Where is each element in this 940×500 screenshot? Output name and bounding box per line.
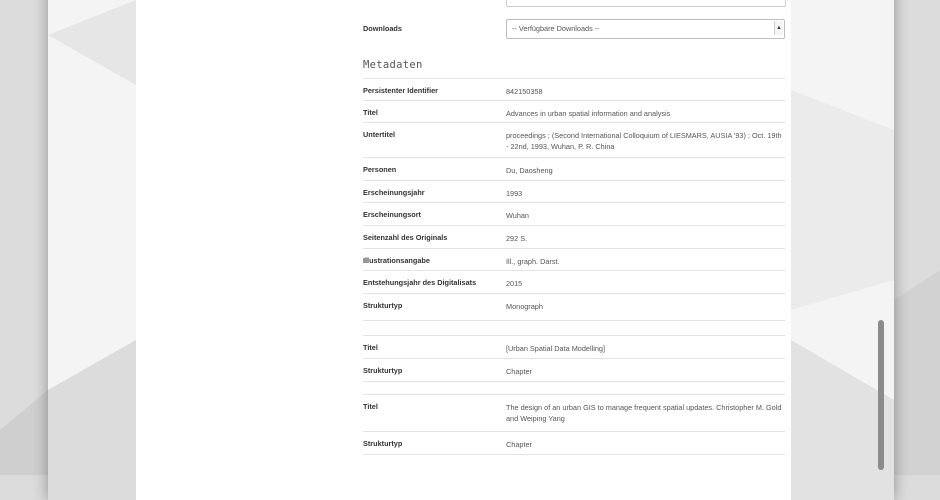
row-label: Untertitel: [363, 130, 396, 139]
row-label: Erscheinungsort: [363, 210, 421, 219]
row-label: Seitenzahl des Originals: [363, 233, 448, 242]
row-value: Wuhan: [506, 211, 529, 220]
metadata-row: [363, 100, 785, 122]
metadata-row: [363, 157, 785, 180]
metadata-row: [363, 293, 785, 316]
row-label: Titel: [363, 402, 378, 411]
downloads-row: [363, 19, 785, 39]
row-value: Ill., graph. Darst.: [506, 257, 560, 266]
row-label: Persistenter Identifier: [363, 86, 439, 95]
row-divider: [363, 454, 785, 456]
chapter-type-row: [363, 358, 785, 381]
chevron-down-icon[interactable]: ▲: [774, 21, 783, 35]
row-value: 1993: [506, 189, 523, 198]
row-value: 292 S.: [506, 234, 528, 243]
metadata-row: [363, 248, 785, 270]
row-label: Erscheinungsjahr: [363, 188, 425, 197]
chapter-title-row: [363, 394, 785, 431]
row-label: Entstehungsjahr des Digitalisats: [363, 278, 477, 287]
vertical-scrollbar[interactable]: [878, 320, 884, 470]
section-divider: [363, 381, 785, 394]
metadata-row: [363, 78, 785, 100]
row-value: Monograph: [506, 302, 543, 311]
chapter-title-row: [363, 335, 785, 358]
metadata-row: [363, 180, 785, 202]
row-label: Illustrationsangabe: [363, 256, 430, 265]
row-label: Strukturtyp: [363, 439, 403, 448]
row-value: 2015: [506, 279, 523, 288]
row-label: Titel: [363, 343, 378, 352]
metadata-row: [363, 270, 785, 293]
downloads-select[interactable]: [506, 19, 785, 39]
row-value: Advances in urban spatial information and analysis: [506, 109, 671, 118]
metadata-row: [363, 225, 785, 248]
downloads-select-value: -- Verfügbare Downloads --: [512, 24, 600, 33]
row-value: proceedings ; (Second International Colloquium of LIESMARS, AUSIA '93) ; Oct. 19th - 22nd, 1993, Wuhan, P. R. China: [506, 131, 782, 151]
row-value: Chapter: [506, 367, 532, 376]
metadata-row: [363, 122, 785, 157]
row-value: [Urban Spatial Data Modelling]: [506, 344, 605, 353]
row-value: The design of an urban GIS to manage frequent spatial updates. Christopher M. Gold and Weiping Yang: [506, 403, 782, 423]
previous-field-box[interactable]: [506, 0, 786, 7]
row-label: Titel: [363, 108, 378, 117]
downloads-label: Downloads: [363, 24, 402, 33]
row-value: 842150358: [506, 87, 543, 96]
row-value: Chapter: [506, 440, 532, 449]
row-label: Strukturtyp: [363, 366, 403, 375]
section-divider: [363, 320, 785, 335]
row-value: Du, Daosheng: [506, 166, 553, 175]
row-label: Personen: [363, 165, 397, 174]
metadata-heading: Metadaten: [363, 59, 423, 71]
metadata-row: [363, 202, 785, 225]
chapter-type-row: [363, 431, 785, 454]
row-label: Strukturtyp: [363, 301, 403, 310]
